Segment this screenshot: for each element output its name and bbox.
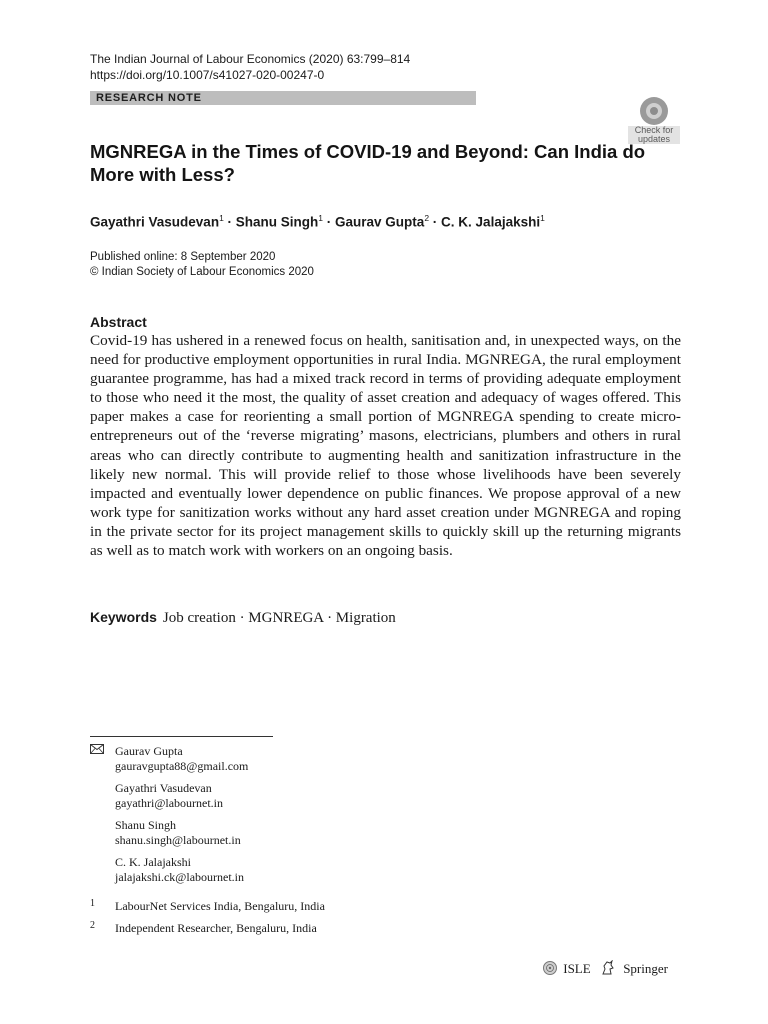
- contact-name: C. K. Jalajakshi: [115, 855, 191, 869]
- check-label-line1: Check for: [634, 125, 674, 135]
- article-type-bar: [90, 91, 476, 105]
- abstract-heading: Abstract: [90, 314, 147, 330]
- abstract-text: Covid-19 has ushered in a renewed focus on health, sanitisation and, in unexpected ways, on the need for productive employment opportunities in rural India. MGNREGA, the rural employment guarantee programme, has had a mixed track record in terms of providing adequate employment to those who need it the most, the quality of asset creation and adequacy of wages offered. This paper makes a case for reorienting a small portion of MGNREGA spending to create micro-entrepreneurs out of the ‘reverse migrating’ masons, electricians, plumbers and others in rural areas who can directly contribute to augmenting health and sanitization infrastructure in the likely new normal. This will provide relief to those whose livelihoods have been severely impacted and eventually lower dependence on public finances. We propose approval of a new work type for sanitization works without any hard asset creation under MGNREGA and roping in the private sector for its project management skills to quickly skill up the returning migrants as well as to match work with workers on an ongoing basis.: [90, 332, 681, 560]
- author-list: [90, 209, 690, 232]
- author-name[interactable]: Gaurav Gupta: [335, 214, 425, 230]
- affiliation-number: 2: [90, 920, 95, 931]
- springer-label: Springer: [623, 961, 668, 976]
- springer-horse-icon: [600, 960, 616, 976]
- check-for-updates-icon: [640, 97, 668, 125]
- doi-link[interactable]: https://doi.org/10.1007/s41027-020-00247-0: [90, 68, 325, 82]
- keywords-text: Job creation · MGNREGA · Migration: [162, 610, 396, 626]
- author-name[interactable]: Gayathri Vasudevan: [90, 214, 220, 230]
- check-label-line2: updates: [637, 134, 671, 144]
- contact-name: Gaurav Gupta: [115, 744, 183, 758]
- copyright-line: © Indian Society of Labour Economics 2020: [90, 266, 314, 278]
- author-separator: ·: [223, 214, 236, 230]
- check-for-updates-badge[interactable]: [628, 97, 680, 143]
- author-separator: ·: [323, 214, 336, 230]
- affiliation-text: Independent Researcher, Bengaluru, India: [115, 921, 317, 935]
- author-separator: ·: [429, 214, 442, 230]
- contact-name: Gayathri Vasudevan: [115, 781, 212, 795]
- author-name[interactable]: Shanu Singh: [235, 214, 319, 230]
- envelope-icon: [90, 744, 104, 754]
- contact-email[interactable]: gauravgupta88@gmail.com: [115, 759, 249, 773]
- keywords-line: [90, 608, 396, 628]
- contact-email[interactable]: jalajakshi.ck@labournet.in: [115, 870, 245, 884]
- isle-label: ISLE: [563, 961, 591, 976]
- author-name[interactable]: C. K. Jalajakshi: [441, 214, 541, 230]
- isle-seal-icon: [540, 961, 560, 975]
- author-affil-marker: 1: [318, 213, 324, 223]
- footnote-divider: [90, 736, 273, 737]
- contact-email[interactable]: shanu.singh@labournet.in: [115, 833, 241, 847]
- journal-citation: The Indian Journal of Labour Economics (2020) 63:799–814: [90, 52, 411, 66]
- article-title: MGNREGA in the Times of COVID-19 and Beyond: Can India do More with Less?: [90, 141, 646, 185]
- author-affil-marker: 1: [540, 213, 545, 223]
- keywords-heading: Keywords: [90, 609, 157, 625]
- contact-email[interactable]: gayathri@labournet.in: [115, 796, 224, 810]
- affiliation-text: LabourNet Services India, Bengaluru, India: [115, 899, 325, 913]
- published-date: Published online: 8 September 2020: [90, 251, 276, 263]
- publisher-logos: [540, 960, 668, 978]
- contact-name: Shanu Singh: [115, 818, 177, 832]
- author-affil-marker: 1: [219, 213, 224, 223]
- affiliation-number: 1: [90, 898, 95, 909]
- article-type-label: RESEARCH NOTE: [96, 92, 202, 104]
- author-affil-marker: 2: [424, 213, 430, 223]
